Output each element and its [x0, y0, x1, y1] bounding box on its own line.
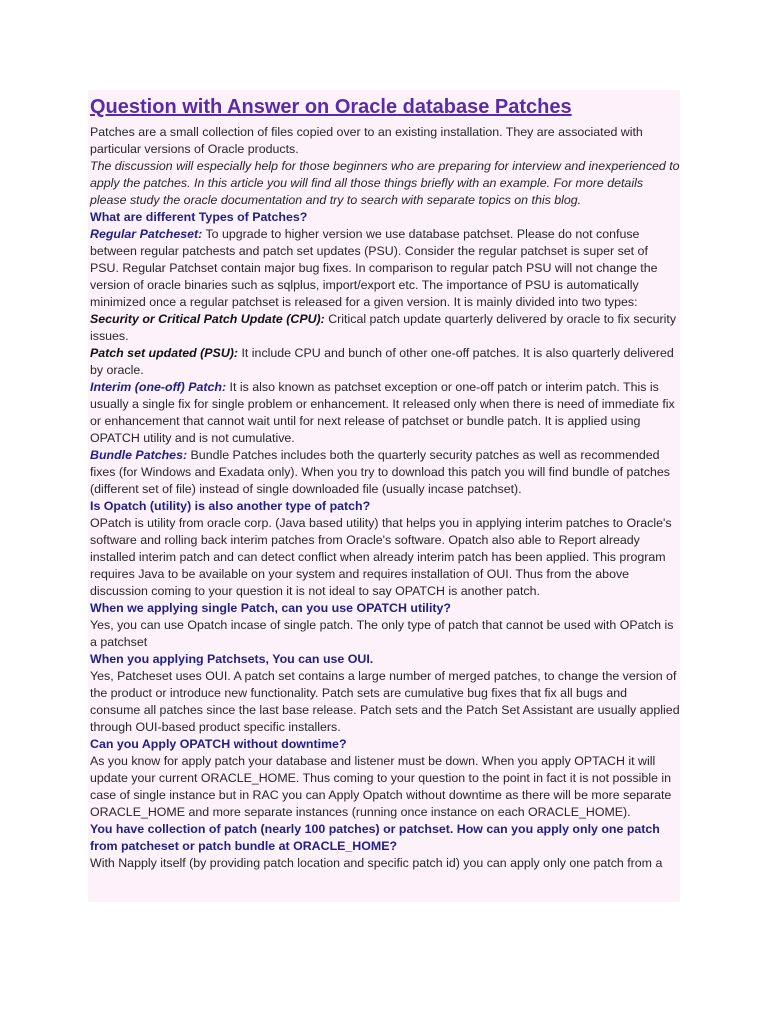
article-title: Question with Answer on Oracle database Patches: [90, 96, 572, 118]
answer-single-patch: Yes, you can use Opatch incase of single patch. The only type of patch that cannot be used with OPatch is a patchset: [90, 618, 674, 649]
intro-paragraph: Patches are a small collection of files copied over to an existing installation. They are associated with particular versions of Oracle products.: [90, 125, 643, 156]
question-patchsets-oui: When you applying Patchsets, You can use OUI.: [90, 652, 374, 666]
question-patch-types: What are different Types of Patches?: [90, 210, 308, 224]
regular-patchset-paragraph: [90, 226, 680, 311]
question-opatch-type: Is Opatch (utility) is also another type of patch?: [90, 499, 371, 513]
cpu-text: Critical patch update quarterly delivered by oracle to fix security issues.: [90, 312, 677, 343]
psu-paragraph: [90, 345, 680, 379]
bundle-term: Bundle Patches:: [90, 448, 188, 462]
answer-single-from-bundle: With Napply itself (by providing patch location and specific patch id) you can apply only one patch from a: [90, 856, 663, 870]
cpu-paragraph: [90, 311, 680, 345]
bundle-paragraph: [90, 447, 680, 498]
interim-term: Interim (one-off) Patch:: [90, 380, 227, 394]
question-single-from-bundle: You have collection of patch (nearly 100 patches) or patchset. How can you apply only one patch from patcheset or patch bundle at ORACLE_HOME?: [90, 822, 660, 853]
cpu-term: Security or Critical Patch Update (CPU):: [90, 312, 325, 326]
question-downtime: Can you Apply OPATCH without downtime?: [90, 737, 347, 751]
article-body: [88, 90, 680, 902]
psu-term: Patch set updated (PSU):: [90, 346, 239, 360]
intro-note: The discussion will especially help for those beginners who are preparing for interview and inexperienced to apply the patches. In this article you will find all those things briefly with an example. For more details please study the oracle documentation and try to search with separate topics on this blog.: [90, 159, 680, 207]
answer-patchsets-oui: Yes, Patcheset uses OUI. A patch set contains a large number of merged patches, to change the version of the product or introduce new functionality. Patch sets are cumulative bug fixes that fix all bugs and consume all patches since the last base release. Patch sets and the Patch Set Assistant are usually applied through OUI-based product specific installers.: [90, 669, 680, 734]
psu-text: It include CPU and bunch of other one-off patches. It is also quarterly delivered by oracle.: [90, 346, 674, 377]
question-single-patch: When we applying single Patch, can you use OPATCH utility?: [90, 601, 451, 615]
interim-text: It is also known as patchset exception or one-off patch or interim patch. This is usually a single fix for single problem or enhancement. It released only when there is need of immediate fix or enhancement that cannot wait until for next release of patchset or bundle patch. It is applied using OPATCH utility and is not cumulative.: [90, 380, 675, 445]
interim-paragraph: [90, 379, 680, 447]
bundle-text: Bundle Patches includes both the quarterly security patches as well as recommended fixes (for Windows and Exadata only). When you try to download this patch you will find bundle of patches (different set of file) instead of single downloaded file (usually incase patchset).: [90, 448, 670, 496]
regular-patchset-term: Regular Patcheset:: [90, 227, 203, 241]
answer-opatch-type: OPatch is utility from oracle corp. (Java based utility) that helps you in applying interim patches to Oracle's software and rolling back interim patches from Oracle's software. Opatch also able to Report already installed interim patch and can detect conflict when already interim patch has been applied. This program requires Java to be available on your system and requires installation of OUI. Thus from the above discussion coming to your question it is not ideal to say OPATCH is another patch.: [90, 516, 672, 598]
regular-patchset-text: To upgrade to higher version we use database patchset. Please do not confuse between regular patchests and patch set updates (PSU). Consider the regular patchset is super set of PSU. Regular Patchset contain major bug fixes. In comparison to regular patch PSU will not change the version of oracle binaries such as sqlplus, import/export etc. The importance of PSU is automatically minimized once a regular patchset is released for a given version. It is mainly divided into two types:: [90, 227, 658, 309]
answer-downtime: As you know for apply patch your database and listener must be down. When you apply OPTACH it will update your current ORACLE_HOME. Thus coming to your question to the point in fact it is not possible in case of single instance but in RAC you can Apply Opatch without downtime as there will be more separate ORACLE_HOME and more separate instances (running once instance on each ORACLE_HOME).: [90, 754, 672, 819]
